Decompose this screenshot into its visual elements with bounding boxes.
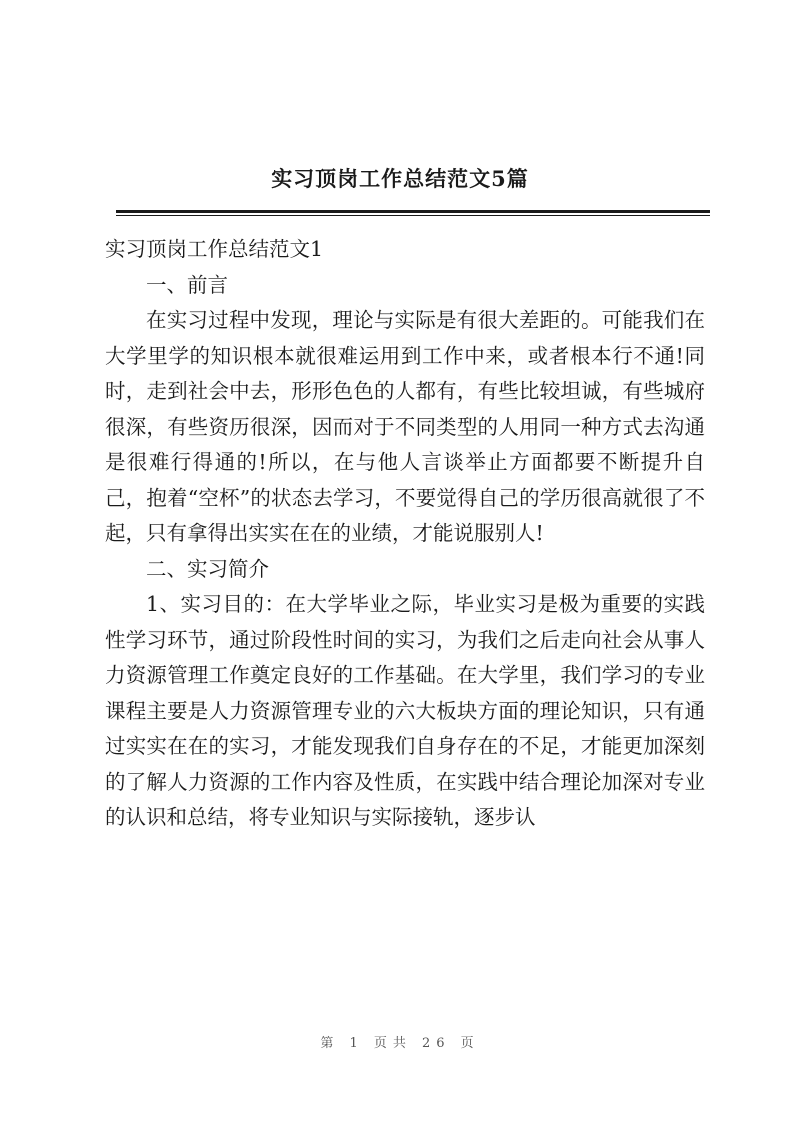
section-title: 实习顶岗工作总结范文1 [105, 237, 324, 261]
title-rule-thick [116, 210, 710, 213]
title-rule-thin [116, 215, 710, 216]
document-title: 实习顶岗工作总结范文5篇 [271, 166, 529, 191]
page-footer: 第 1 页共 26 页 [320, 1036, 480, 1051]
paragraph-preface: 在实习过程中发现，理论与实际是有很大差距的。可能我们在大学里学的知识根本就很难运用到工作中来，或者根本行不通!同时，走到社会中去，形形色色的人都有，有些比较坦诚，有些城府很深，有些资历很深，因而对于不同类型的人用同一种方式去沟通是很难行得通的!所以，在与他人言谈举止方面都要不断提升自己，抱着“空杯”的状态去学习，不要觉得自己的学历很高就很了不起，只有拿得出实实在在的业绩，才能说服别人! [105, 308, 705, 545]
document-body [105, 232, 705, 836]
paragraph-internship-purpose: 1、实习目的：在大学毕业之际，毕业实习是极为重要的实践性学习环节，通过阶段性时间的实习，为我们之后走向社会从事人力资源管理工作奠定良好的工作基础。在大学里，我们学习的专业课程主要是人力资源管理专业的六大板块方面的理论知识，只有通过实实在在的实习，才能发现我们自身存在的不足，才能更加深刻的了解人力资源的工作内容及性质，在实践中结合理论加深对专业的认识和总结，将专业知识与实际接轨，逐步认 [105, 592, 705, 829]
heading-preface: 一、前言 [146, 272, 228, 297]
heading-internship-intro: 二、实习简介 [146, 556, 269, 581]
